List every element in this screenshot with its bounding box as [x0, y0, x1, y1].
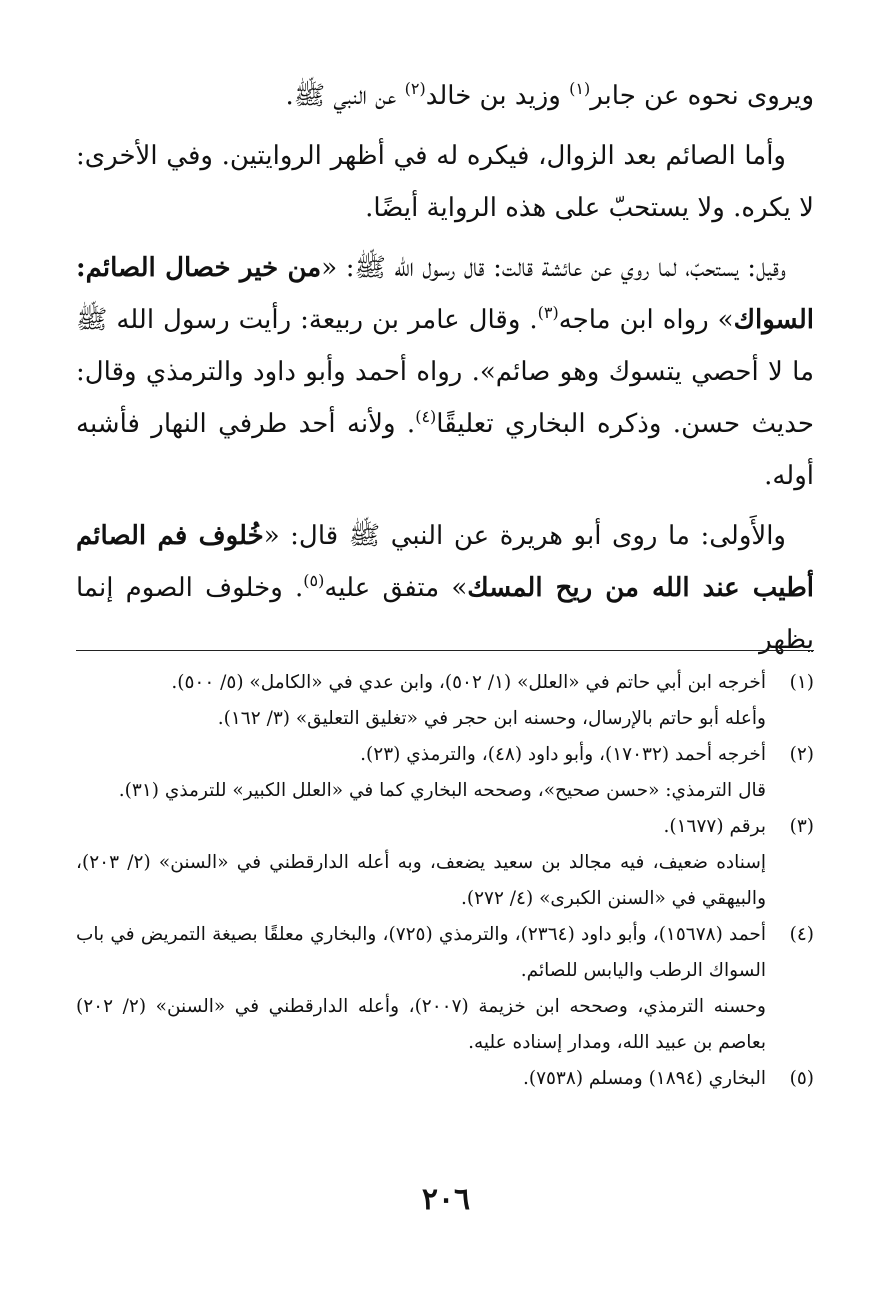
- footnote-divider: [76, 650, 814, 651]
- footnote-number: (٢): [789, 744, 814, 765]
- paragraph-1: ويروى نحوه عن جابر$^{(١)}$ وزيد بن خالد$^{(٢)}$ عن النبي ﷺ.: [285, 79, 814, 111]
- footnote-number: (٣): [789, 816, 814, 837]
- footnote-comment: قال الترمذي: «حسن صحيح»، وصححه البخاري كما في «العلل الكبير» للترمذي (٣١).: [118, 780, 766, 801]
- paragraph-4: والأَولى: ما روى أبو هريرة عن النبي ﷺ قال: «خُلوف فم الصائم أطيب عند الله من ريح المسك» متفق عليه$^{(٥)}$. وخلوف الصوم إنما يظهر: [76, 521, 815, 655]
- footnote-4: [76, 917, 814, 989]
- footnote-number: (١): [789, 672, 814, 693]
- footnote-text: برقم (١٦٧٧).: [663, 816, 766, 837]
- footnote-text: أخرجه ابن أبي حاتم في «العلل» (١/ ٥٠٢)، وابن عدي في «الكامل» (٥/ ٥٠٠).: [171, 672, 766, 693]
- footnote-ref-1[interactable]: (١): [569, 79, 591, 98]
- footnote-1: [76, 665, 814, 701]
- footnote-ref-2[interactable]: (٢): [404, 79, 426, 98]
- footnote-3: [76, 809, 814, 845]
- footnote-ref-4[interactable]: (٤): [415, 407, 437, 426]
- footnote-comment: وحسنه الترمذي، وصححه ابن خزيمة (٢٠٠٧)، وأعله الدارقطني في «السنن» (٢/ ٢٠٢) بعاصم بن عبيد الله، ومدار إسناده عليه.: [76, 996, 766, 1053]
- footnotes: [76, 665, 814, 1097]
- footnote-comment: إسناده ضعيف، فيه مجالد بن سعيد يضعف، وبه أعله الدارقطني في «السنن» (٢/ ٢٠٣)، والبيهقي في «السنن الكبرى» (٤/ ٢٧٢).: [76, 852, 766, 909]
- hadith-text-1: من خير خصال الصائم: السواك: [76, 253, 814, 335]
- hadith-text-2: خُلوف فم الصائم أطيب عند الله من ريح المسك: [76, 521, 815, 603]
- footnote-5: [76, 1061, 814, 1097]
- paragraph-3: وقيل: يستحبّ، لما روي عن عائشة قالت: قال رسول الله ﷺ: «من خير خصال الصائم: السواك» رواه ابن ماجه$^{(٣)}$. وقال عامر بن ربيعة: رأيت رسول الله ﷺ ما لا أحصي يتسوك وهو صائم». رواه أحمد وأبو داود والترمذي وقال: حديث حسن. وذكره البخاري تعليقًا$^{(٤)}$. ولأنه أحد طرفي النهار فأشبه أوله.: [76, 253, 814, 491]
- footnote-comment: وأعله أبو حاتم بالإرسال، وحسنه ابن حجر في «تغليق التعليق» (٣/ ١٦٢).: [217, 708, 766, 729]
- main-text: [76, 70, 814, 674]
- footnote-number: (٤): [789, 924, 814, 945]
- footnote-text: البخاري (١٨٩٤) ومسلم (٧٥٣٨).: [522, 1068, 766, 1089]
- page-number: ٢٠٦: [421, 1182, 471, 1217]
- paragraph-2: وأما الصائم بعد الزوال، فيكره له في أظهر الروايتين. وفي الأخرى: لا يكره. ولا يستحبّ على هذه الرواية أيضًا.: [76, 141, 814, 223]
- footnote-number: (٥): [789, 1068, 814, 1089]
- footnote-text: أخرجه أحمد (١٧٠٣٢)، وأبو داود (٤٨)، والترمذي (٢٣).: [360, 744, 766, 765]
- footnote-ref-3[interactable]: (٣): [537, 303, 559, 322]
- footnote-ref-5[interactable]: (٥): [303, 571, 325, 590]
- footnote-2: [76, 737, 814, 773]
- footnote-text: أحمد (١٥٦٧٨)، وأبو داود (٢٣٦٤)، والترمذي (٧٢٥)، والبخاري معلقًا بصيغة التمريض في باب السواك الرطب واليابس للصائم.: [76, 924, 766, 981]
